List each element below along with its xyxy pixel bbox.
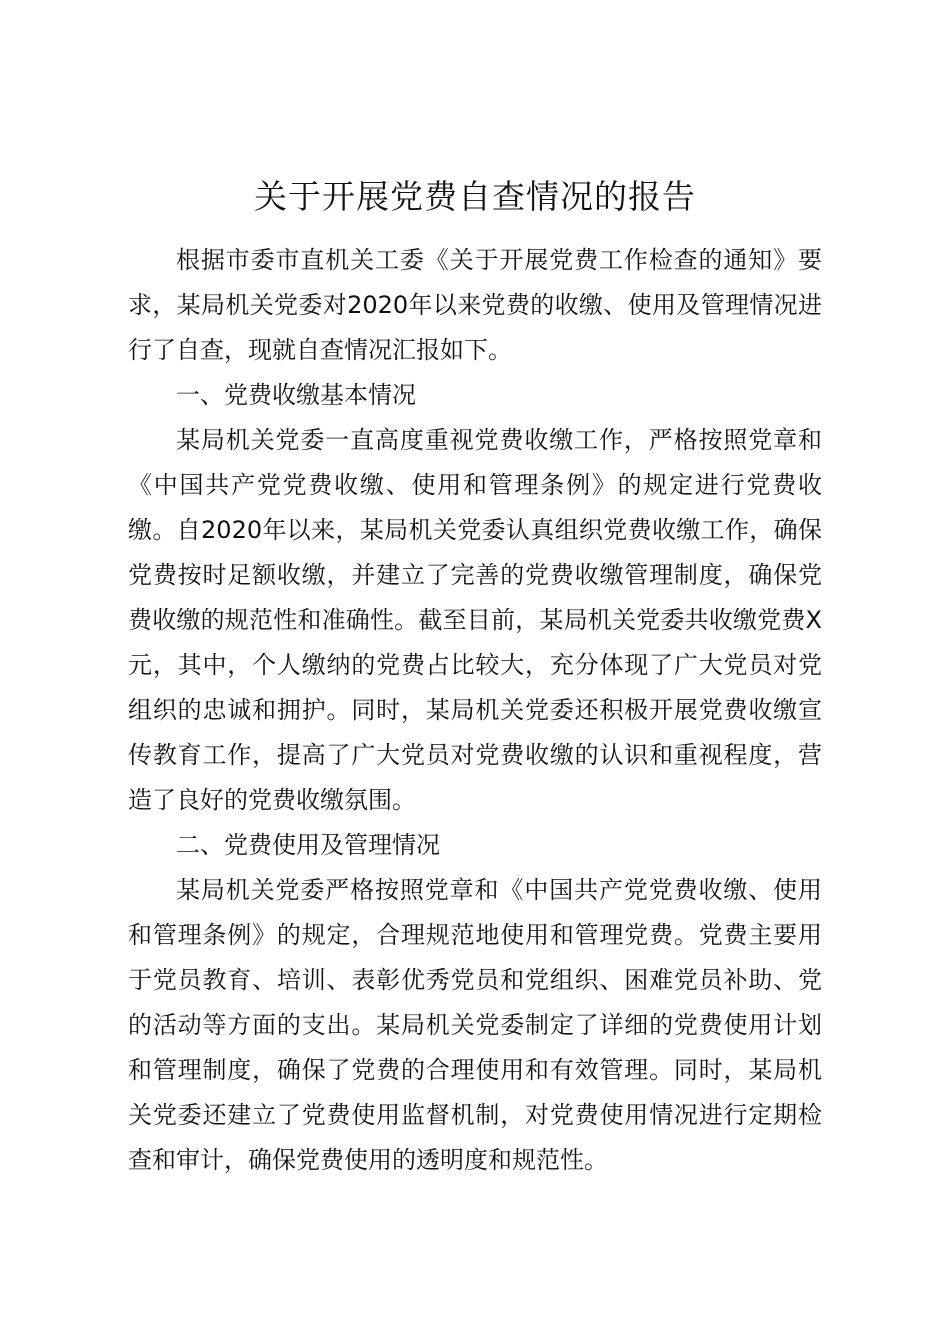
section-heading-collection: 一、党费收缴基本情况 (176, 381, 416, 409)
collection-paragraph: 某局机关党委一直高度重视党费收缴工作，严格按照党章和《中国共产党党费收缴、使用和管理条例》的规定进行党费收缴。自2020年以来，某局机关党委认真组织党费收缴工作，确保党费按时足额收缴，并建立了完善的党费收缴管理制度，确保党费收缴的规范性和准确性。截至目前，某局机关党委共收缴党费X元，其中，个人缴纳的党费占比较大，充分体现了广大党员对党组织的忠诚和拥护。同时，某局机关党委还积极开展党费收缴宣传教育工作，提高了广大党员对党费收缴的认识和重视程度，营造了良好的党费收缴氛围。 (128, 426, 822, 814)
section-heading-usage: 二、党费使用及管理情况 (176, 831, 440, 859)
document-body (128, 238, 822, 1183)
document-title: 关于开展党费自查情况的报告 (254, 177, 696, 216)
usage-paragraph: 某局机关党委严格按照党章和《中国共产党党费收缴、使用和管理条例》的规定，合理规范地使用和管理党费。党费主要用于党员教育、培训、表彰优秀党员和党组织、困难党员补助、党的活动等方面的支出。某局机关党委制定了详细的党费使用计划和管理制度，确保了党费的合理使用和有效管理。同时，某局机关党委还建立了党费使用监督机制，对党费使用情况进行定期检查和审计，确保党费使用的透明度和规范性。 (128, 876, 822, 1174)
intro-paragraph: 根据市委市直机关工委《关于开展党费工作检查的通知》要求，某局机关党委对2020年以来党费的收缴、使用及管理情况进行了自查，现就自查情况汇报如下。 (128, 246, 822, 364)
